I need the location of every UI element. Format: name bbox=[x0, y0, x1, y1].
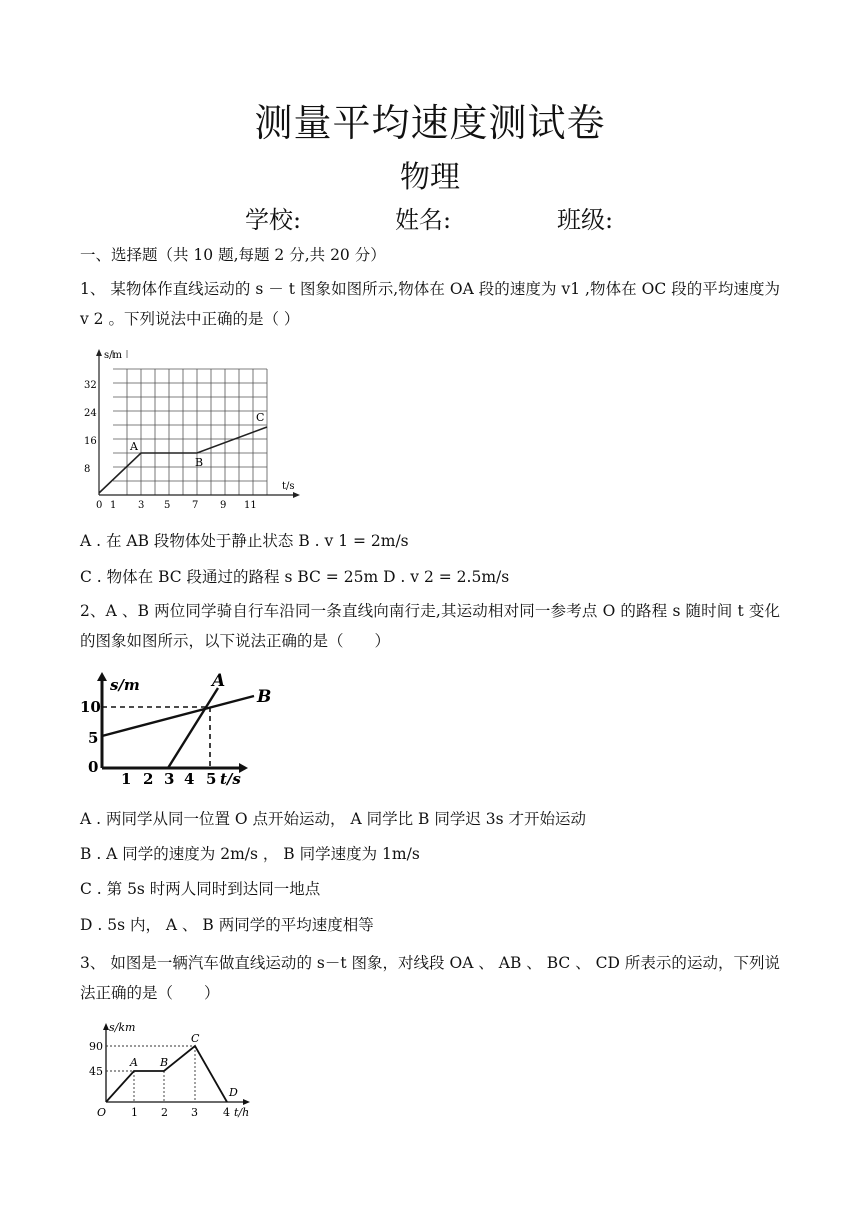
y-axis-arrow-icon bbox=[97, 672, 107, 681]
y-tick-label: 16 bbox=[84, 436, 97, 447]
x-tick-label: 1 bbox=[131, 1106, 138, 1119]
point-label-a: A bbox=[130, 1056, 138, 1069]
y-tick-label: 0 bbox=[88, 758, 99, 776]
x-tick-label: 2 bbox=[161, 1106, 168, 1119]
x-tick-label: 0 bbox=[96, 500, 103, 511]
x-tick-label: 5 bbox=[206, 770, 217, 788]
y-tick-label: 8 bbox=[84, 464, 91, 475]
x-tick-label: 5 bbox=[164, 500, 171, 511]
point-label-c: C bbox=[191, 1032, 200, 1045]
y-tick-label: 5 bbox=[88, 729, 99, 747]
question-2-option-c: C . 第 5s 时两人同时到达同一地点 bbox=[80, 880, 321, 898]
y-axis-label: s/km bbox=[109, 1021, 136, 1034]
graph-line bbox=[106, 1046, 227, 1102]
x-tick-label: 1 bbox=[110, 500, 117, 511]
x-tick-label: 11 bbox=[244, 500, 257, 511]
question-3-stem: 3、 如图是一辆汽车做直线运动的 s－t 图象，对线段 OA 、 AB 、 BC 、 CD 所表示的运动，下列说法正确的是（ ） bbox=[80, 954, 780, 1002]
x-axis-label: t/s bbox=[282, 481, 295, 492]
question-1-stem: 1、 某物体作直线运动的 s － t 图象如图所示,物体在 OA 段的速度为 v1 ,物体在 OC 段的平均速度为 v 2 。下列说法中正确的是（ ） bbox=[80, 280, 780, 328]
x-tick-label: 1 bbox=[121, 770, 132, 788]
y-axis-label: s/m bbox=[104, 350, 122, 361]
question-2-option-a: A . 两同学从同一位置 O 点开始运动， A 同学比 B 同学迟 3s 才开始运动 bbox=[80, 810, 586, 828]
y-axis-label: s/m bbox=[110, 676, 140, 694]
x-tick-label: 4 bbox=[184, 770, 195, 788]
point-label-b: B bbox=[160, 1056, 169, 1069]
page-title: 测量平均速度测试卷 bbox=[254, 101, 606, 145]
point-label-a: A bbox=[130, 440, 138, 453]
question-2-graph bbox=[80, 670, 280, 790]
x-axis-label: t/h bbox=[234, 1106, 250, 1119]
point-label-d: D bbox=[229, 1086, 238, 1099]
question-2-option-d: D . 5s 内， A 、 B 两同学的平均速度相等 bbox=[80, 916, 374, 934]
x-tick-label: 7 bbox=[192, 500, 199, 511]
class-label: 班级: bbox=[557, 206, 614, 234]
x-tick-label: 3 bbox=[191, 1106, 198, 1119]
x-tick-label: 9 bbox=[220, 500, 227, 511]
question-1-option-line-2: C . 物体在 BC 段通过的路程 s BC = 25m D . v 2 = 2.5m/s bbox=[80, 568, 510, 586]
school-label: 学校: bbox=[245, 206, 302, 234]
y-tick-label: 24 bbox=[84, 408, 97, 419]
x-axis-label: t/s bbox=[220, 770, 241, 788]
question-2-option-b: B . A 同学的速度为 2m/s ， B 同学速度为 1m/s bbox=[80, 845, 420, 863]
x-axis-arrow-icon bbox=[243, 1099, 250, 1105]
x-tick-label: 4 bbox=[223, 1106, 230, 1119]
line-b bbox=[102, 696, 254, 736]
point-label-b: B bbox=[195, 456, 204, 469]
y-tick-label: 32 bbox=[84, 380, 97, 391]
x-tick-label: O bbox=[97, 1106, 107, 1119]
question-1-graph bbox=[80, 345, 310, 515]
y-tick-label: 90 bbox=[89, 1040, 103, 1053]
section-heading: 一、选择题（共 10 题,每题 2 分,共 20 分） bbox=[80, 246, 386, 264]
y-axis-arrow-icon bbox=[96, 349, 102, 356]
y-tick-label: 45 bbox=[89, 1065, 103, 1078]
question-3-graph bbox=[84, 1020, 274, 1120]
y-tick-label: 10 bbox=[80, 698, 101, 716]
guide-lines bbox=[106, 1046, 195, 1102]
x-axis-arrow-icon bbox=[293, 492, 300, 498]
question-2-stem: 2、A 、B 两位同学骑自行车沿同一条直线向南行走,其运动相对同一参考点 O 的路程 s 随时间 t 变化的图象如图所示，以下说法正确的是（ ） bbox=[80, 602, 780, 650]
line-label-b: B bbox=[257, 687, 272, 707]
name-label: 姓名: bbox=[395, 206, 452, 234]
line-label-a: A bbox=[212, 671, 226, 691]
x-tick-label: 2 bbox=[143, 770, 154, 788]
x-tick-label: 3 bbox=[138, 500, 145, 511]
question-1-option-line-1: A . 在 AB 段物体处于静止状态 B . v 1 = 2m/s bbox=[80, 532, 409, 550]
x-tick-label: 3 bbox=[164, 770, 175, 788]
graph-grid bbox=[113, 350, 267, 495]
point-label-c: C bbox=[256, 411, 265, 424]
subject-label: 物理 bbox=[400, 160, 460, 195]
